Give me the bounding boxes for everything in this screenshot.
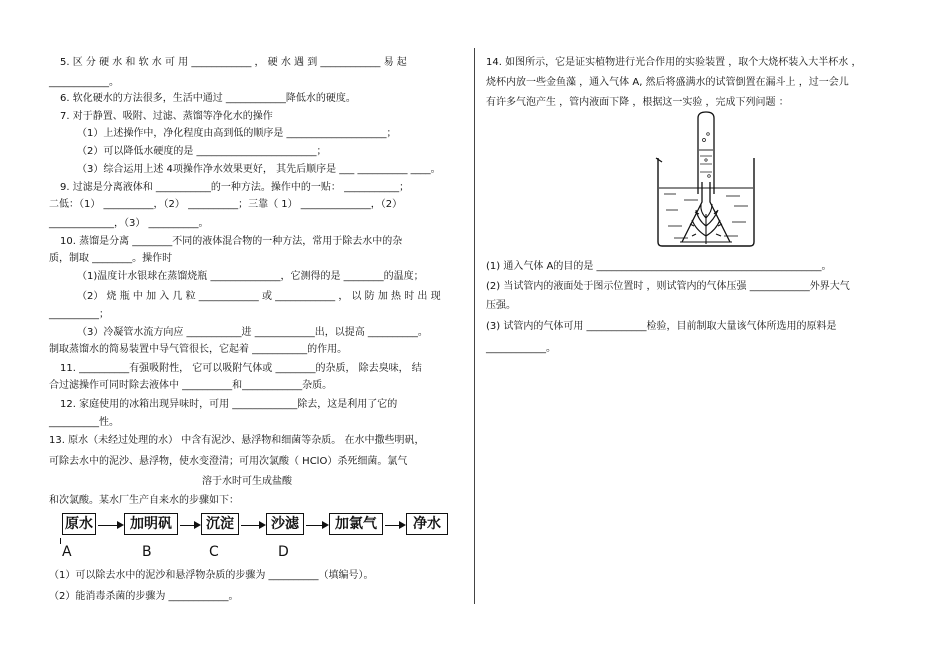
flow-step-box: 原水 [62, 513, 96, 535]
left-text-line: 质，制取 ________。操作时 [49, 253, 173, 264]
flow-step-letter: B [142, 544, 152, 560]
left-text-line: 13. 原水（未经过处理的水） 中含有泥沙、悬浮物和细菌等杂质。 在水中撒些明矾， [49, 435, 425, 446]
left-text-line: 可除去水中的泥沙、悬浮物，使水变澄清；可用次氯酸（ HClO）杀死细菌。氯气 [49, 456, 408, 467]
left-text-line: 二低：（1） __________，（2） __________；三靠（ 1） ______________，（2） [49, 199, 403, 210]
right-text-line: 烧杯内放一些金鱼藻 ，通入气体 A, 然后将盛满水的试管倒置在漏斗上 ，过一会儿 [486, 77, 849, 88]
left-text-line: （2）能消毒杀菌的步骤为 ____________。 [49, 591, 239, 602]
left-text-line: （1)温度计水银球在蒸馏烧瓶 ______________，它测得的是 ________的温度； [77, 271, 424, 282]
right-text-line: (3) 试管内的气体可用 ____________检验，目前制取大量该气体所选用的原料是 [486, 321, 837, 332]
beaker-apparatus-figure [654, 110, 764, 250]
left-text-line: （2）可以降低水硬度的是 ________________________； [77, 146, 327, 157]
flow-arrow-icon [241, 525, 264, 526]
right-text-line: 有许多气泡产生 ，管内液面下降 ，根据这一实验 ，完成下列问题 ： [486, 97, 789, 108]
left-text-line: __________性。 [49, 417, 119, 428]
left-text-line: （3）冷凝管水流方向应 ___________进 ____________出，以提高 __________。 [77, 327, 428, 338]
left-text-line: 9. 过滤是分离液体和 ___________的一种方法。操作中的一贴： ___________； [60, 182, 410, 193]
flow-step-letter: C [209, 544, 219, 560]
left-text-line: 合过滤操作可同时除去液体中 __________和____________杂质。 [49, 380, 333, 391]
right-text-line: 14. 如图所示，它是证实植物进行光合作用的实验装置 ，取个大烧杯装入大半杯水 ， [486, 57, 862, 68]
flow-step-box: 净水 [406, 513, 448, 535]
flow-step-letter: A [62, 544, 72, 560]
left-text-line: 制取蒸馏水的简易装置中导气管很长，它起着 ___________的作用。 [49, 344, 348, 355]
column-divider [474, 48, 475, 604]
flow-arrow-icon [306, 525, 327, 526]
left-text-line: 溶于水时可生成盐酸 [202, 476, 292, 487]
flow-step-box: 加明矾 [124, 513, 178, 535]
flow-step-box: 沉淀 [201, 513, 239, 535]
left-text-line: （3）综合运用上述 4项操作净水效果更好， 其先后顺序是 ___ __________ ____。 [77, 164, 441, 175]
flow-arrow-icon [385, 525, 404, 526]
left-text-line: （1）可以除去水中的泥沙和悬浮物杂质的步骤为 __________（填编号）。 [49, 570, 374, 581]
left-text-line: 6. 软化硬水的方法很多，生活中通过 ____________降低水的硬度。 [60, 93, 356, 104]
left-text-line: （1）上述操作中，净化程度由高到低的顺序是 ____________________； [77, 128, 397, 139]
right-column [476, 0, 950, 672]
left-text-line: （2） 烧 瓶 中 加 入 几 粒 ____________ 或 ____________ ， 以 防 加 热 时 出 现 [77, 291, 441, 302]
flow-arrow-icon [98, 525, 122, 526]
flow-step-box: 加氯气 [329, 513, 383, 535]
flow-arrow-icon [180, 525, 199, 526]
right-text-line: (2) 当试管内的液面处于图示位置时 ，则试管内的气体压强 ____________外界大气 [486, 281, 850, 292]
left-text-line: 12. 家庭使用的冰箱出现异味时，可用 _____________除去，这是利用了它的 [60, 399, 398, 410]
left-column [0, 0, 472, 672]
left-text-line: 5. 区 分 硬 水 和 软 水 可 用 ____________ ， 硬 水 遇 到 ____________ 易 起 [60, 57, 407, 68]
flow-baseline [60, 538, 63, 544]
right-text-line: (1) 通入气体 A的目的是 _____________________________________________。 [486, 261, 832, 272]
left-text-line: 和次氯酸。某水厂生产自来水的步骤如下： [49, 495, 239, 506]
left-text-line: 7. 对于静置、吸附、过滤、蒸馏等净化水的操作 [60, 111, 273, 122]
left-text-line: ____________。 [49, 77, 119, 88]
left-text-line: 10. 蒸馏是分离 ________不同的液体混合物的一种方法，常用于除去水中的杂 [60, 236, 403, 247]
left-text-line: __________； [49, 309, 109, 320]
flow-step-box: 沙滤 [266, 513, 304, 535]
left-text-line: 11. __________有强吸附性， 它可以吸附气体或 ________的杂质， 除去臭味， 结 [60, 363, 422, 374]
right-text-line: 压强。 [486, 300, 516, 311]
flow-step-letter: D [278, 544, 289, 560]
right-text-line: ____________。 [486, 343, 556, 354]
left-text-line: _____________，（3） __________。 [49, 218, 209, 229]
